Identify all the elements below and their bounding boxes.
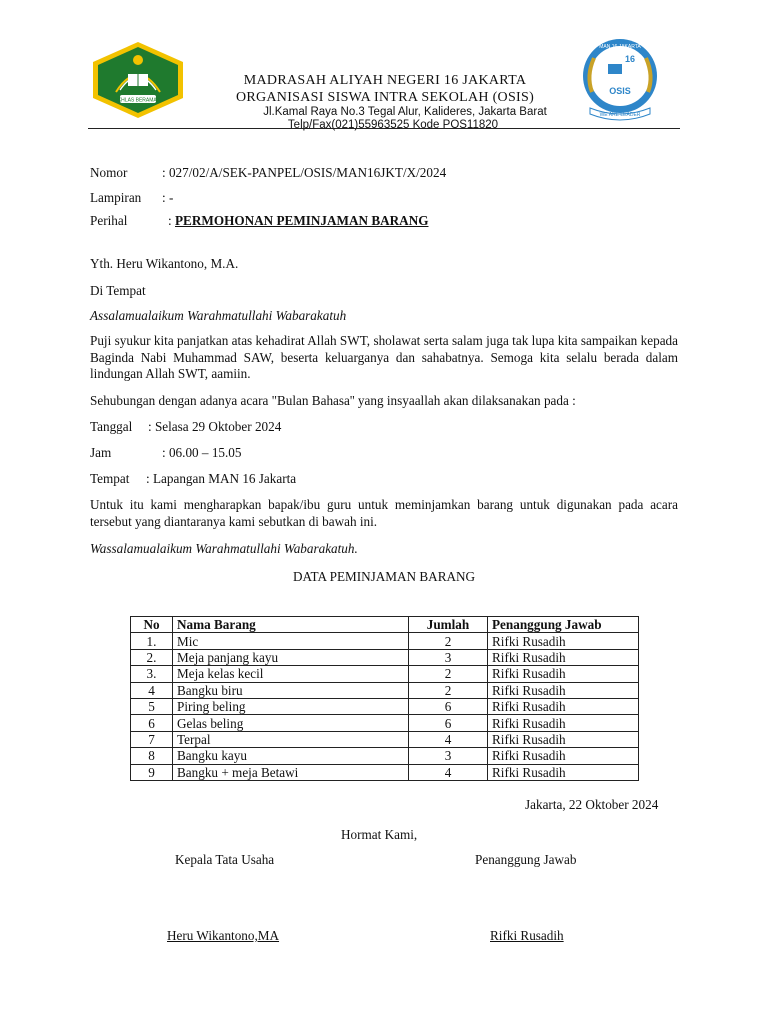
row-no: 1. xyxy=(131,633,173,649)
row-responsible: Rifki Rusadih xyxy=(488,731,639,747)
tanggal-value: : Selasa 29 Oktober 2024 xyxy=(148,419,282,434)
header-quantity: Jumlah xyxy=(409,617,488,633)
table-row xyxy=(131,649,639,665)
left-signatory-title: Kepala Tata Usaha xyxy=(175,852,275,867)
table-row xyxy=(131,633,639,649)
header-no: No xyxy=(131,617,173,633)
paragraph-intro: Puji syukur kita panjatkan atas kehadirat Allah SWT, sholawat serta salam juga tak lupa kita sampaikan kepada Baginda Nabi Muhammad SAW, beserta keluarganya dan sahabatnya. Semoga kita selalu berada dalam lindungan Allah SWT, aamiin. xyxy=(90,333,678,381)
header-org-name: ORGANISASI SISWA INTRA SEKOLAH (OSIS) xyxy=(235,90,535,105)
perihal-colon: : xyxy=(168,213,172,228)
jam-value: : 06.00 – 15.05 xyxy=(162,445,242,460)
row-no: 6 xyxy=(131,715,173,731)
logo-right-school: MAN 16 JAKARTA xyxy=(599,44,641,50)
perihal-label: Perihal xyxy=(90,213,128,228)
osis-logo xyxy=(580,36,660,126)
table-row xyxy=(131,748,639,764)
tempat-label: Tempat xyxy=(90,471,130,486)
row-quantity: 4 xyxy=(409,764,488,780)
tanggal-label: Tanggal xyxy=(90,419,133,434)
row-item-name: Gelas beling xyxy=(173,715,409,731)
row-responsible: Rifki Rusadih xyxy=(488,748,639,764)
row-no: 2. xyxy=(131,649,173,665)
logo-right-number: 16 xyxy=(624,54,636,64)
logo-left-motto: IKHLAS BERAMAL xyxy=(116,97,160,104)
header-item-name: Nama Barang xyxy=(173,617,409,633)
jam-label: Jam xyxy=(90,445,112,460)
right-signatory-name: Rifki Rusadih xyxy=(490,928,564,943)
row-item-name: Bangku + meja Betawi xyxy=(173,764,409,780)
row-responsible: Rifki Rusadih xyxy=(488,666,639,682)
row-item-name: Terpal xyxy=(173,731,409,747)
perihal-value: PERMOHONAN PEMINJAMAN BARANG xyxy=(175,213,429,228)
left-signatory-name: Heru Wikantono,MA xyxy=(167,928,280,943)
header-contact: Telp/Fax(021)55963525 Kode POS11820 xyxy=(287,119,499,131)
right-signatory-title: Penanggung Jawab xyxy=(475,852,577,867)
table-header-row xyxy=(131,617,639,633)
recipient: Yth. Heru Wikantono, M.A. xyxy=(90,256,239,271)
kemenag-logo xyxy=(90,40,186,120)
row-quantity: 2 xyxy=(409,682,488,698)
table-title: DATA PEMINJAMAN BARANG xyxy=(292,569,476,584)
table-row xyxy=(131,764,639,780)
row-quantity: 3 xyxy=(409,748,488,764)
row-quantity: 2 xyxy=(409,633,488,649)
tempat-value: : Lapangan MAN 16 Jakarta xyxy=(146,471,297,486)
row-quantity: 6 xyxy=(409,698,488,714)
row-item-name: Bangku kayu xyxy=(173,748,409,764)
lampiran-label: Lampiran xyxy=(90,190,142,205)
row-quantity: 4 xyxy=(409,731,488,747)
header-divider xyxy=(88,128,680,129)
row-responsible: Rifki Rusadih xyxy=(488,682,639,698)
row-no: 7 xyxy=(131,731,173,747)
row-quantity: 2 xyxy=(409,666,488,682)
paragraph-request: Untuk itu kami mengharapkan bapak/ibu guru untuk meminjamkan barang untuk digunakan pada acara tersebut yang diantaranya kami sebutkan di bawah ini. xyxy=(90,497,678,529)
header-address: Jl.Kamal Raya No.3 Tegal Alur, Kalideres, Jakarta Barat xyxy=(263,106,547,118)
nomor-value: : 027/02/A/SEK-PANPEL/OSIS/MAN16JKT/X/2024 xyxy=(162,165,447,180)
logo-right-osis: OSIS xyxy=(609,86,631,96)
row-quantity: 3 xyxy=(409,649,488,665)
table-row xyxy=(131,715,639,731)
paragraph-event: Sehubungan dengan adanya acara "Bulan Bahasa'' yang insyaallah akan dilaksanakan pada : xyxy=(90,393,576,408)
row-item-name: Mic xyxy=(173,633,409,649)
row-quantity: 6 xyxy=(409,715,488,731)
row-responsible: Rifki Rusadih xyxy=(488,764,639,780)
recipient-place: Di Tempat xyxy=(90,283,146,298)
closing-greeting: Wassalamualaikum Warahmatullahi Wabarakatuh. xyxy=(90,541,358,556)
row-item-name: Meja panjang kayu xyxy=(173,649,409,665)
row-responsible: Rifki Rusadih xyxy=(488,698,639,714)
row-no: 8 xyxy=(131,748,173,764)
items-table xyxy=(130,616,639,781)
table-row xyxy=(131,666,639,682)
row-no: 9 xyxy=(131,764,173,780)
logo-right-motto: WE ARE LEADER xyxy=(599,112,641,118)
row-responsible: Rifki Rusadih xyxy=(488,649,639,665)
opening-greeting: Assalamualaikum Warahmatullahi Wabarakatuh xyxy=(90,308,347,323)
row-item-name: Bangku biru xyxy=(173,682,409,698)
row-item-name: Meja kelas kecil xyxy=(173,666,409,682)
row-no: 4 xyxy=(131,682,173,698)
letter-date: Jakarta, 22 Oktober 2024 xyxy=(525,797,659,812)
row-responsible: Rifki Rusadih xyxy=(488,715,639,731)
row-no: 5 xyxy=(131,698,173,714)
table-row xyxy=(131,682,639,698)
regards: Hormat Kami, xyxy=(341,827,418,842)
table-row xyxy=(131,698,639,714)
nomor-label: Nomor xyxy=(90,165,128,180)
lampiran-value: : - xyxy=(162,190,174,205)
row-item-name: Piring beling xyxy=(173,698,409,714)
header-school-name: MADRASAH ALIYAH NEGERI 16 JAKARTA xyxy=(243,73,527,88)
row-no: 3. xyxy=(131,666,173,682)
header-responsible: Penanggung Jawab xyxy=(488,617,639,633)
row-responsible: Rifki Rusadih xyxy=(488,633,639,649)
table-row xyxy=(131,731,639,747)
